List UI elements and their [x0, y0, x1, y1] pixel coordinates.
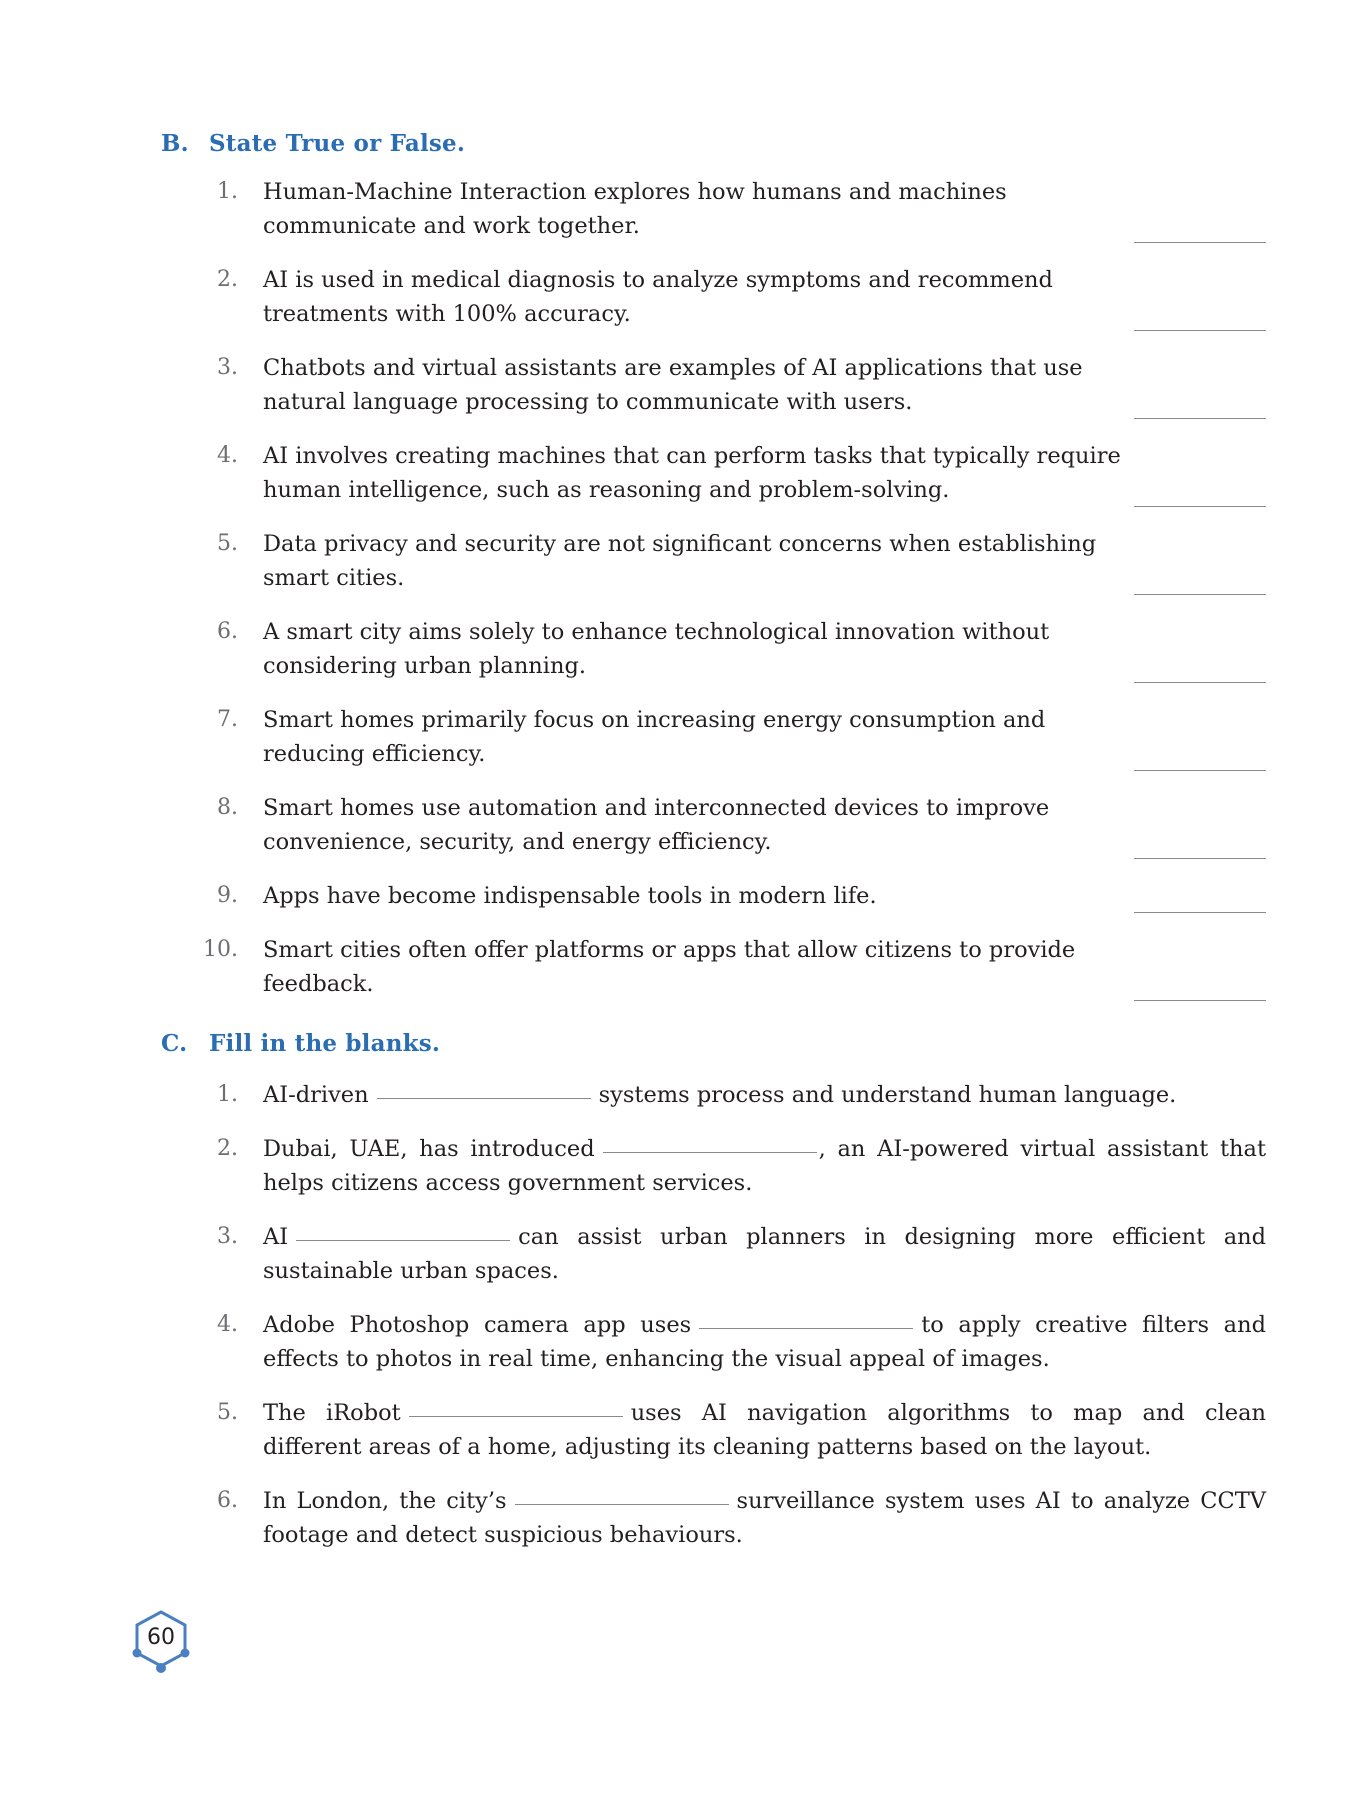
item-number: 4.: [217, 1312, 238, 1337]
item-number: 1.: [217, 1082, 238, 1107]
fill-blank[interactable]: [296, 1239, 510, 1241]
text-after-blank: uses AI navigation algorithms to map and clean different areas of a home, adjusting its cleaning patterns based on the layout.: [263, 1400, 1267, 1460]
item-text: Smart homes use automation and interconnected devices to improve convenience, security, and energy efficiency.: [263, 795, 1050, 855]
text-before-blank: In London, the city’s: [263, 1488, 507, 1514]
text-after-blank: to apply creative filters and effects to photos in real time, enhancing the visual appeal of images.: [263, 1312, 1266, 1372]
answer-blank[interactable]: [1134, 418, 1266, 419]
fb-item-3: [200, 1220, 1266, 1308]
section-c-letter: C.: [161, 1030, 188, 1057]
tf-item-1: [200, 175, 1266, 263]
item-number: 5.: [217, 531, 238, 556]
item-text: [263, 1220, 1266, 1288]
text-before-blank: The iRobot: [263, 1400, 401, 1426]
fb-item-2: [200, 1132, 1266, 1220]
answer-blank[interactable]: [1134, 770, 1266, 771]
text-before-blank: AI: [263, 1224, 289, 1250]
item-text: Chatbots and virtual assistants are examples of AI applications that use natural language processing to communicate with users.: [263, 355, 1083, 415]
tf-item-3: [200, 351, 1266, 439]
item-text: [263, 1308, 1266, 1376]
item-number: 8.: [217, 795, 238, 820]
item-number: 1.: [217, 179, 238, 204]
section-c-title: Fill in the blanks.: [209, 1030, 441, 1057]
answer-blank[interactable]: [1134, 330, 1266, 331]
item-text: Human-Machine Interaction explores how humans and machines communicate and work together.: [263, 179, 1007, 239]
tf-item-10: [200, 933, 1266, 1021]
item-number: 7.: [217, 707, 238, 732]
answer-blank[interactable]: [1134, 912, 1266, 913]
answer-blank[interactable]: [1134, 594, 1266, 595]
page-number-badge: [131, 1608, 191, 1674]
tf-item-4: [200, 439, 1266, 527]
tf-item-9: [200, 879, 1266, 933]
fill-blank[interactable]: [377, 1097, 591, 1099]
item-number: 6.: [217, 619, 238, 644]
item-text: [263, 1396, 1266, 1464]
fill-blank[interactable]: [603, 1151, 817, 1153]
answer-blank[interactable]: [1134, 858, 1266, 859]
answer-blank[interactable]: [1134, 1000, 1266, 1001]
text-before-blank: Adobe Photoshop camera app uses: [263, 1312, 692, 1338]
item-text: Data privacy and security are not significant concerns when establishing smart cities.: [263, 531, 1097, 591]
tf-item-2: [200, 263, 1266, 351]
text-before-blank: AI-driven: [263, 1082, 369, 1108]
item-text: Apps have become indispensable tools in modern life.: [263, 883, 877, 909]
fb-item-4: [200, 1308, 1266, 1396]
item-number: 3.: [217, 355, 238, 380]
answer-blank[interactable]: [1134, 682, 1266, 683]
true-false-list: [200, 175, 1266, 1021]
item-text: [263, 1132, 1266, 1200]
tf-item-7: [200, 703, 1266, 791]
tf-item-6: [200, 615, 1266, 703]
item-text: Smart homes primarily focus on increasing energy consumption and reducing efficiency.: [263, 707, 1046, 767]
item-text: Smart cities often offer platforms or apps that allow citizens to provide feedback.: [263, 937, 1076, 997]
item-number: 5.: [217, 1400, 238, 1425]
section-b-title: State True or False.: [209, 130, 466, 157]
item-number: 4.: [217, 443, 238, 468]
text-after-blank: , an AI-powered virtual assistant that helps citizens access government services.: [263, 1136, 1266, 1196]
fill-blank[interactable]: [515, 1503, 729, 1505]
section-b-heading: [161, 130, 465, 157]
fill-blank[interactable]: [699, 1327, 913, 1329]
section-b-letter: B.: [161, 130, 189, 157]
fb-item-5: [200, 1396, 1266, 1484]
fb-item-6: [200, 1484, 1266, 1572]
item-text: A smart city aims solely to enhance technological innovation without considering urban planning.: [263, 619, 1050, 679]
item-number: 6.: [217, 1488, 238, 1513]
tf-item-5: [200, 527, 1266, 615]
item-text: AI involves creating machines that can perform tasks that typically require human intelligence, such as reasoning and problem-solving.: [263, 443, 1121, 503]
section-c-heading: [161, 1030, 440, 1057]
text-before-blank: Dubai, UAE, has introduced: [263, 1136, 595, 1162]
text-after-blank: systems process and understand human language.: [598, 1082, 1177, 1108]
fb-item-1: [200, 1078, 1266, 1132]
item-text: [263, 1484, 1266, 1552]
text-after-blank: can assist urban planners in designing more efficient and sustainable urban spaces.: [263, 1224, 1266, 1284]
item-number: 2.: [217, 267, 238, 292]
item-number: 9.: [217, 883, 238, 908]
item-text: AI is used in medical diagnosis to analyze symptoms and recommend treatments with 100% accuracy.: [263, 267, 1053, 327]
tf-item-8: [200, 791, 1266, 879]
item-number: 2.: [217, 1136, 238, 1161]
fill-blanks-list: [200, 1078, 1266, 1572]
item-number: 10.: [203, 937, 238, 962]
page-number: 60: [147, 1625, 175, 1650]
text-after-blank: surveillance system uses AI to analyze CCTV footage and detect suspicious behaviours.: [263, 1488, 1266, 1548]
fill-blank[interactable]: [409, 1415, 623, 1417]
answer-blank[interactable]: [1134, 242, 1266, 243]
answer-blank[interactable]: [1134, 506, 1266, 507]
item-text: [263, 1078, 1266, 1112]
item-number: 3.: [217, 1224, 238, 1249]
